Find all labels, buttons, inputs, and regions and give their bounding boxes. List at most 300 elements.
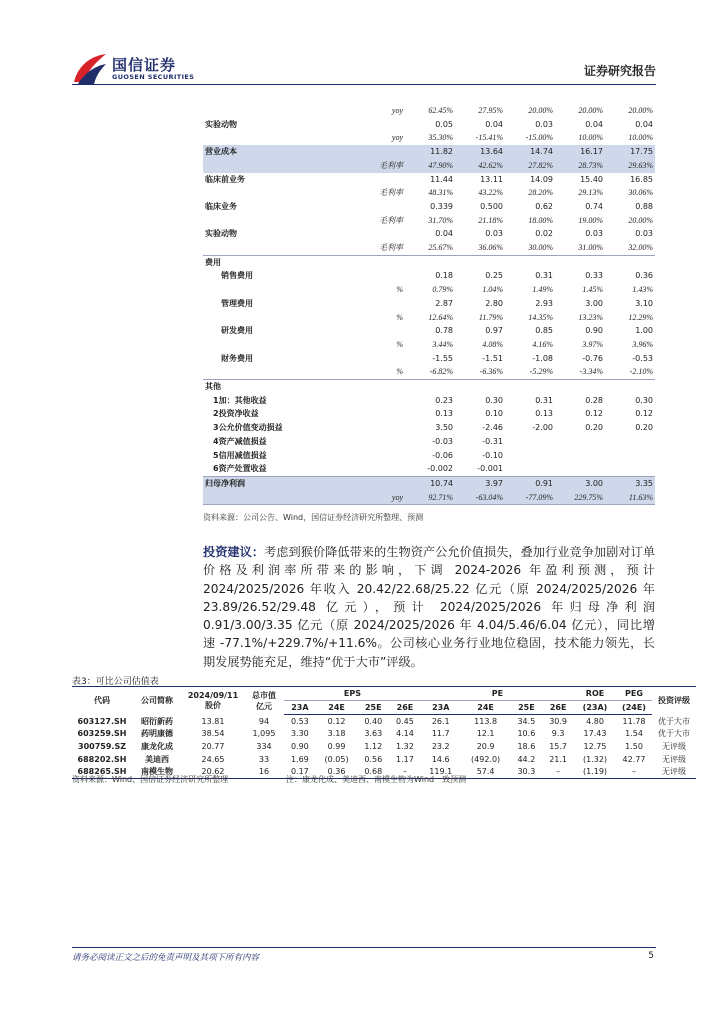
row-sublabel: yoy — [355, 491, 405, 505]
row-sublabel — [355, 352, 405, 366]
row-value: 27.82% — [505, 159, 555, 173]
row-value: 0.78 — [435, 326, 453, 336]
row-value: 29.13% — [578, 188, 603, 198]
row-value: 0.339 — [430, 201, 453, 211]
header-eps-year: 23A — [284, 701, 316, 715]
row-value: 18.00% — [528, 215, 553, 225]
comp-roe: (1.19) — [574, 765, 616, 778]
row-value — [605, 380, 655, 394]
row-sublabel — [355, 380, 405, 394]
row-value: 14.09 — [530, 174, 553, 184]
row-value: 0.04 — [635, 119, 653, 129]
comp-eps: – — [389, 765, 421, 778]
row-label — [203, 186, 355, 200]
comp-eps: 0.99 — [327, 741, 346, 751]
row-value: 1.45% — [582, 285, 603, 295]
row-value: 10.00% — [578, 133, 603, 143]
row-value: 0.04 — [435, 229, 453, 239]
row-value — [605, 255, 655, 269]
comp-pe: 44.2 — [517, 754, 536, 764]
row-value: -3.34% — [579, 367, 603, 377]
row-value: 0.13 — [535, 409, 553, 419]
comp-code: 603127.SH — [77, 716, 127, 726]
row-sublabel: yoy — [391, 106, 403, 115]
comparable-companies-table — [72, 686, 696, 779]
header-name: 公司简称 — [132, 687, 182, 715]
row-value: 3.00 — [555, 476, 605, 490]
comp-pe: 34.5 — [517, 716, 536, 726]
header-eps: EPS — [284, 687, 421, 701]
row-label: 财务费用 — [221, 353, 253, 363]
row-sublabel: % — [396, 367, 403, 377]
header-eps-year: 24E — [316, 701, 358, 715]
forecast-row — [203, 145, 655, 159]
row-value — [455, 255, 505, 269]
header-mktcap-label: 总市值 — [252, 690, 276, 700]
row-sublabel: yoy — [391, 133, 403, 143]
row-sublabel — [355, 421, 405, 435]
row-value: 0.23 — [435, 395, 453, 405]
forecast-row — [203, 311, 655, 325]
row-label — [203, 159, 355, 173]
row-value: 20.00% — [528, 106, 553, 115]
comp-price: 38.54 — [201, 729, 225, 739]
row-label: 实验动物 — [205, 119, 237, 129]
row-value: 3.00 — [585, 298, 603, 308]
row-sublabel — [355, 255, 405, 269]
comp-pe: 113.8 — [474, 716, 498, 726]
comp-mktcap: 94 — [258, 716, 270, 726]
comp-row — [72, 753, 696, 766]
forecast-row — [203, 131, 655, 145]
row-value: 14.74 — [505, 145, 555, 159]
forecast-row — [203, 352, 655, 366]
forecast-row — [203, 104, 655, 118]
row-value: 20.00% — [578, 106, 603, 115]
comp-pe: 20.9 — [476, 741, 495, 751]
row-sublabel — [355, 200, 405, 214]
row-value: 10.74 — [405, 476, 455, 490]
row-value: 0.12 — [585, 409, 603, 419]
logo — [72, 52, 212, 86]
row-value: 0.30 — [485, 395, 503, 405]
row-value: 2.93 — [535, 298, 553, 308]
comp-eps: (0.05) — [324, 754, 349, 764]
comp-roe: (1.32) — [582, 754, 608, 764]
header-code: 代码 — [72, 687, 132, 715]
forecast-row — [203, 435, 655, 449]
comp-row — [72, 728, 696, 741]
row-value: -6.36% — [479, 367, 503, 377]
forecast-row — [203, 365, 655, 379]
comp-pe: 21.1 — [549, 754, 568, 764]
row-label — [203, 283, 355, 297]
comp-eps: 0.45 — [396, 716, 414, 726]
row-label: 研发费用 — [221, 326, 253, 336]
row-value: -1.51 — [482, 353, 503, 363]
row-value: 0.36 — [635, 271, 653, 281]
row-value: 0.05 — [435, 119, 453, 129]
row-label — [203, 338, 355, 352]
row-value: 1.00 — [635, 326, 653, 336]
comp-code: 603259.SH — [77, 729, 127, 739]
row-value: 16.85 — [630, 174, 653, 184]
row-label: 5信用减值损益 — [213, 450, 267, 460]
row-value: -0.53 — [632, 353, 653, 363]
forecast-row — [203, 462, 655, 476]
comp-roe: 17.43 — [583, 729, 607, 739]
row-value: 20.00% — [628, 215, 653, 225]
row-value: 0.33 — [585, 271, 603, 281]
row-value: 28.20% — [528, 188, 553, 198]
row-value: 0.90 — [585, 326, 603, 336]
comp-row — [72, 715, 696, 728]
comp-rating: 无评级 — [662, 741, 686, 751]
row-value: 11.44 — [430, 174, 453, 184]
row-value: 21.18% — [478, 215, 503, 225]
header-peg: PEG — [616, 687, 652, 701]
row-label: 临床业务 — [205, 201, 237, 211]
row-value: 4.08% — [482, 339, 503, 349]
row-value: 1.49% — [532, 285, 553, 295]
row-sublabel — [355, 227, 405, 241]
row-label: 费用 — [203, 255, 355, 269]
comp-roe: 4.80 — [586, 716, 604, 726]
row-value: -2.00 — [532, 423, 553, 433]
row-value: 0.20 — [585, 423, 603, 433]
comp-pe: 18.6 — [517, 741, 536, 751]
comp-peg: – — [616, 765, 652, 778]
row-value: -0.76 — [582, 353, 603, 363]
row-label — [203, 214, 355, 228]
header-mktcap — [244, 687, 284, 715]
row-value: 12.29% — [628, 312, 653, 322]
row-value: 11.79% — [478, 312, 503, 322]
row-value: 0.85 — [535, 326, 553, 336]
comp-rating: 优于大市 — [658, 716, 690, 726]
row-value: 0.02 — [535, 229, 553, 239]
comp-eps: 0.68 — [357, 765, 389, 778]
row-value: 0.91 — [505, 476, 555, 490]
row-value: 0.20 — [635, 423, 653, 433]
comp-pe: 12.1 — [476, 729, 495, 739]
comp-source-note: 注：康龙化成、美迪西、南模生物为Wind一致预测 — [286, 775, 467, 784]
comp-eps: 1.69 — [290, 754, 309, 764]
row-value: 0.88 — [635, 201, 653, 211]
row-value: -0.002 — [427, 464, 453, 474]
row-value: 14.35% — [528, 312, 553, 322]
header-eps-year: 26E — [389, 701, 421, 715]
row-value: 0.03 — [635, 229, 653, 239]
comp-table-title: 表3：可比公司估值表 — [72, 677, 159, 687]
row-value: 48.31% — [428, 188, 453, 198]
logo-english-name: GUOSEN SECURITIES — [112, 73, 195, 81]
row-value: 20.00% — [628, 106, 653, 115]
row-sublabel: 毛利率 — [379, 243, 403, 253]
header-rule — [72, 84, 656, 85]
header-pe-year: 25E — [511, 701, 543, 715]
comp-mktcap: 16 — [244, 765, 284, 778]
forecast-row — [203, 449, 655, 463]
forecast-row — [203, 324, 655, 338]
row-label: 6资产处置收益 — [213, 464, 267, 474]
comp-pe: 15.7 — [549, 741, 568, 751]
forecast-row — [203, 476, 655, 490]
comp-eps: 3.63 — [364, 729, 383, 739]
row-value: -0.10 — [482, 450, 503, 460]
row-value: -2.46 — [482, 423, 503, 433]
row-value: 0.62 — [535, 201, 553, 211]
row-sublabel: % — [396, 285, 403, 295]
row-value: -15.00% — [525, 133, 553, 143]
row-value: 10.00% — [628, 133, 653, 143]
row-value: 0.31 — [535, 271, 553, 281]
forecast-row — [203, 118, 655, 132]
comp-eps: 0.17 — [284, 765, 316, 778]
comp-price: 20.62 — [182, 765, 244, 778]
comp-eps: 0.12 — [327, 716, 346, 726]
forecast-row — [203, 186, 655, 200]
row-value: 31.70% — [428, 215, 453, 225]
comp-pe: 57.4 — [461, 765, 511, 778]
forecast-row — [203, 380, 655, 394]
row-value — [505, 255, 555, 269]
row-sublabel — [355, 476, 405, 490]
row-value: -0.001 — [477, 464, 503, 474]
comp-name: 南模生物 — [132, 765, 182, 778]
row-label: 1加：其他收益 — [213, 395, 267, 405]
row-value: 0.500 — [480, 201, 503, 211]
forecast-row — [203, 214, 655, 228]
row-label: 营业成本 — [203, 145, 355, 159]
row-value: 12.64% — [428, 312, 453, 322]
row-value: -6.82% — [429, 367, 453, 377]
row-value: 15.40 — [580, 174, 603, 184]
row-value: -15.41% — [475, 133, 503, 143]
row-value: 0.03 — [535, 119, 553, 129]
row-value: 11.63% — [605, 491, 655, 505]
row-value: 3.50 — [435, 423, 453, 433]
row-label: 归母净利润 — [203, 476, 355, 490]
row-value: 16.17 — [555, 145, 605, 159]
row-value — [555, 462, 605, 476]
comp-roe: 12.75 — [583, 741, 607, 751]
header-price — [182, 687, 244, 715]
row-value: 4.16% — [532, 339, 553, 349]
comp-peg: 11.78 — [622, 716, 646, 726]
row-value: 0.10 — [485, 409, 503, 419]
row-value: 13.23% — [578, 312, 603, 322]
row-sublabel — [355, 118, 405, 132]
comp-name: 美迪西 — [145, 754, 169, 764]
comp-rating: 无评级 — [652, 765, 696, 778]
row-value: 229.75% — [555, 491, 605, 505]
comp-pe: 119.1 — [421, 765, 461, 778]
row-value: 0.31 — [535, 395, 553, 405]
row-sublabel — [355, 435, 405, 449]
forecast-row — [203, 173, 655, 187]
page-header — [0, 0, 724, 90]
row-value: 3.97 — [455, 476, 505, 490]
comp-pe: 30.3 — [511, 765, 543, 778]
investment-advice — [203, 543, 655, 671]
comp-peg: 1.50 — [625, 741, 643, 751]
row-label: 2投资净收益 — [213, 409, 259, 419]
row-value: 47.90% — [405, 159, 455, 173]
row-value — [555, 449, 605, 463]
row-value: -0.03 — [432, 436, 453, 446]
row-sublabel — [355, 269, 405, 283]
row-sublabel: % — [396, 339, 403, 349]
comp-eps: 0.56 — [364, 754, 383, 764]
row-value — [605, 462, 655, 476]
row-label: 3公允价值变动损益 — [213, 423, 283, 433]
forecast-row — [203, 394, 655, 408]
row-value: 30.00% — [528, 243, 553, 253]
header-pe: PE — [421, 687, 574, 701]
page-number: 5 — [648, 951, 654, 961]
row-value: 62.45% — [428, 106, 453, 115]
forecast-row — [203, 159, 655, 173]
row-value: 92.71% — [405, 491, 455, 505]
row-value — [505, 462, 555, 476]
row-value: -77.09% — [505, 491, 555, 505]
row-value: 2.87 — [435, 298, 453, 308]
row-value: 3.96% — [632, 339, 653, 349]
forecast-row — [203, 407, 655, 421]
comp-pe: 30.9 — [549, 716, 568, 726]
row-value: -1.55 — [432, 353, 453, 363]
row-sublabel — [355, 462, 405, 476]
row-value: 3.44% — [432, 339, 453, 349]
row-label — [203, 311, 355, 325]
comp-code: 688202.SH — [77, 754, 127, 764]
row-sublabel — [355, 394, 405, 408]
row-sublabel — [355, 449, 405, 463]
header-eps-year: 25E — [357, 701, 389, 715]
forecast-row — [203, 297, 655, 311]
comp-pe: 9.3 — [551, 729, 565, 739]
guosen-logo-icon — [72, 52, 108, 86]
forecast-source: 资料来源：公司公告、Wind，国信证券经济研究所整理、预测 — [203, 513, 424, 522]
comp-pe: 10.6 — [517, 729, 536, 739]
row-value — [555, 435, 605, 449]
row-sublabel — [355, 297, 405, 311]
comp-rating: 优于大市 — [658, 729, 690, 739]
row-value: 3.97% — [582, 339, 603, 349]
comp-pe: (492.0) — [471, 754, 501, 764]
header-mktcap-unit: 亿元 — [256, 701, 272, 711]
header-peg-year: (24E) — [616, 701, 652, 715]
row-value — [555, 380, 605, 394]
header-roe-year: (23A) — [574, 701, 616, 715]
comp-source: 资料来源：Wind、国信证券经济研究所整理 — [72, 775, 229, 784]
row-label: 管理费用 — [221, 298, 253, 308]
row-value: 27.95% — [478, 106, 503, 115]
row-value — [505, 449, 555, 463]
forecast-row — [203, 241, 655, 255]
row-value: 0.12 — [635, 409, 653, 419]
row-sublabel: % — [396, 312, 403, 322]
row-value: 0.18 — [435, 271, 453, 281]
comp-pe: 14.6 — [431, 754, 450, 764]
row-sublabel — [355, 407, 405, 421]
comp-pe: 23.2 — [431, 741, 450, 751]
comp-code: 300759.SZ — [78, 741, 126, 751]
row-sublabel — [355, 324, 405, 338]
forecast-row — [203, 227, 655, 241]
row-label: 实验动物 — [205, 229, 237, 239]
header-pe-year: 24E — [461, 701, 511, 715]
forecast-row — [203, 421, 655, 435]
comp-price: 20.77 — [201, 741, 225, 751]
header-pe-year: 26E — [542, 701, 574, 715]
row-value: 3.10 — [635, 298, 653, 308]
header-price-label: 股价 — [205, 700, 221, 710]
row-value: 17.75 — [605, 145, 655, 159]
header-pe-year: 23A — [421, 701, 461, 715]
row-value: 1.43% — [632, 285, 653, 295]
row-value: 0.25 — [485, 271, 503, 281]
forecast-row — [203, 283, 655, 297]
footer-rule — [72, 947, 656, 948]
row-value: 0.97 — [485, 326, 503, 336]
row-value: 36.06% — [478, 243, 503, 253]
forecast-row — [203, 491, 655, 505]
row-value: 13.11 — [480, 174, 503, 184]
row-value: 1.04% — [482, 285, 503, 295]
row-value: -63.04% — [455, 491, 505, 505]
row-value: 29.63% — [605, 159, 655, 173]
comp-name: 药明康德 — [141, 729, 173, 739]
row-label: 临床前业务 — [205, 174, 245, 184]
footer-disclaimer: 请务必阅读正文之后的免责声明及其项下所有内容 — [72, 953, 260, 963]
row-sublabel — [355, 145, 405, 159]
comp-eps: 0.40 — [364, 716, 383, 726]
row-value: 32.00% — [628, 243, 653, 253]
comp-eps: 0.90 — [290, 741, 309, 751]
comp-mktcap: 334 — [256, 741, 272, 751]
comp-rating: 无评级 — [662, 754, 686, 764]
header-rating: 投资评级 — [652, 687, 696, 715]
row-value: 11.82 — [405, 145, 455, 159]
comp-row — [72, 740, 696, 753]
row-label — [203, 365, 355, 379]
comp-eps: 4.14 — [396, 729, 414, 739]
row-value: 31.00% — [578, 243, 603, 253]
logo-chinese-name: 国信证券 — [112, 56, 177, 74]
row-value: 0.04 — [585, 119, 603, 129]
row-value — [405, 255, 455, 269]
row-value — [455, 380, 505, 394]
header-roe: ROE — [574, 687, 616, 701]
forecast-row — [203, 200, 655, 214]
row-value: 0.79% — [432, 285, 453, 295]
comp-eps: 3.30 — [290, 729, 309, 739]
comp-pe: – — [542, 765, 574, 778]
row-value: 13.64 — [455, 145, 505, 159]
row-value: 43.22% — [478, 188, 503, 198]
row-value: 0.13 — [435, 409, 453, 419]
row-value — [605, 435, 655, 449]
comp-name: 昭衍新药 — [141, 716, 173, 726]
comp-pe: 26.1 — [431, 716, 450, 726]
row-sublabel: 毛利率 — [379, 215, 403, 225]
row-value: 0.28 — [585, 395, 603, 405]
row-value: 28.73% — [555, 159, 605, 173]
row-value: -0.31 — [482, 436, 503, 446]
row-value: 42.62% — [455, 159, 505, 173]
